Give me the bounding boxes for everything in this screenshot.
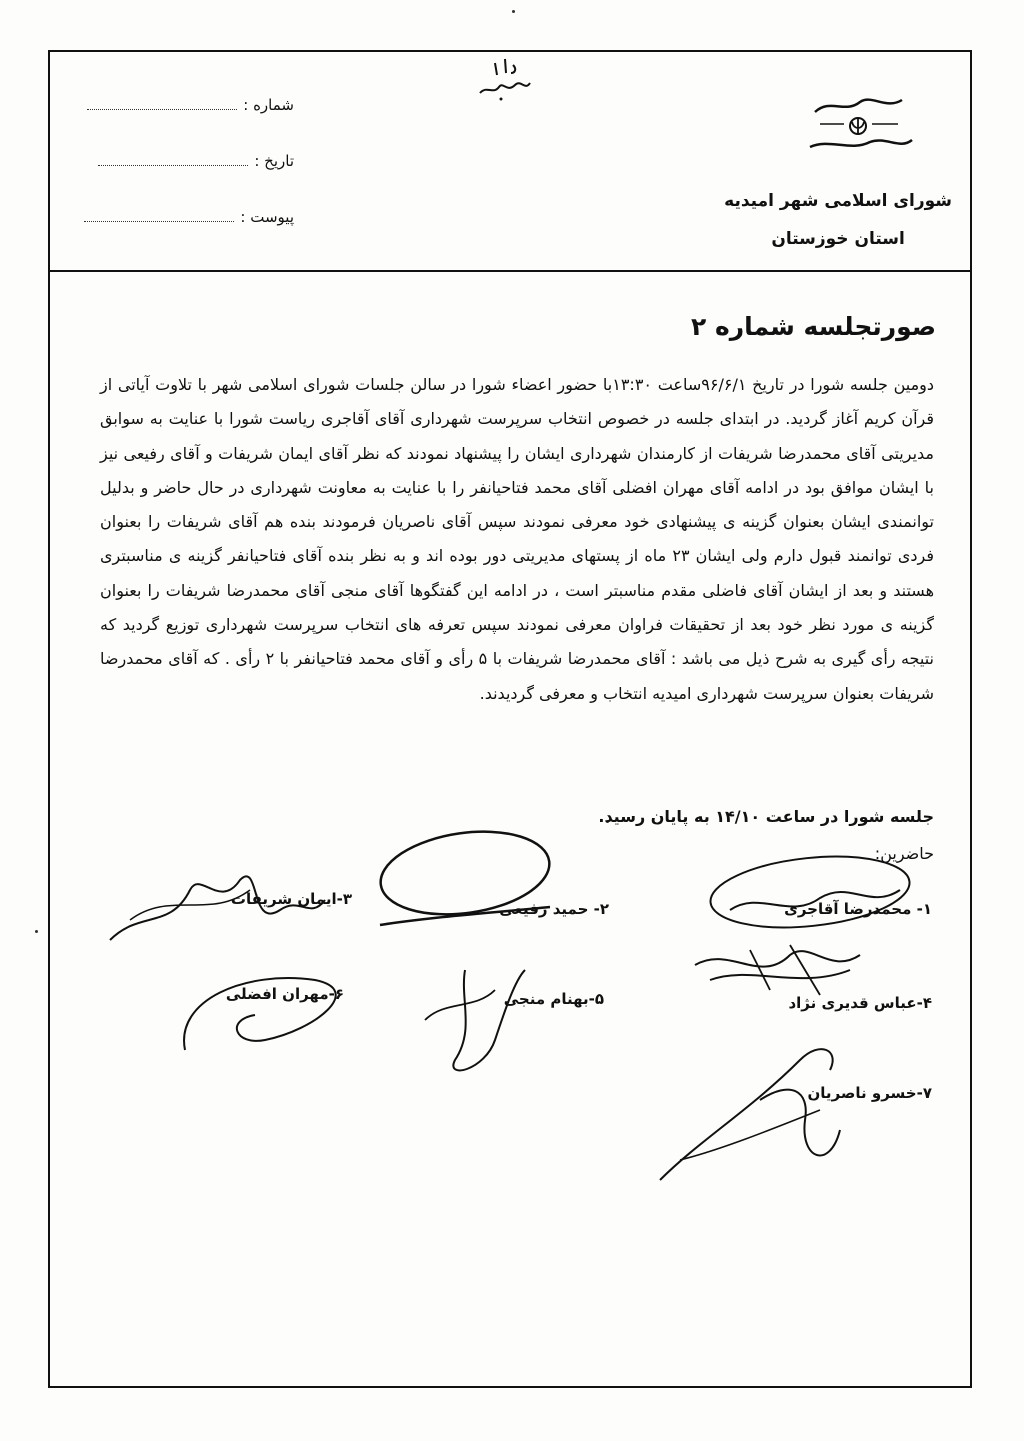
emblem-icon <box>800 92 920 162</box>
date-label: تاریخ : <box>254 152 294 170</box>
number-field <box>87 96 294 114</box>
basmala-mark <box>475 55 535 105</box>
number-blank <box>87 109 237 110</box>
document-title: صورتجلسه شماره ۲ <box>691 312 936 341</box>
closing-line: جلسه شورا در ساعت ۱۴/۱۰ به پایان رسید. <box>598 807 934 826</box>
organization-name: شورای اسلامی شهر امیدیه <box>724 191 952 211</box>
present-label: حاضرین: <box>874 844 934 863</box>
signatory-6: ۶-مهران افضلی <box>225 985 344 1003</box>
signatory-7: ۷-خسرو ناصریان <box>807 1084 932 1102</box>
scan-speck <box>35 930 38 933</box>
signatory-1: ۱- محمدرضا آقاجری <box>784 900 932 918</box>
signatory-5: ۵-بهنام منجی <box>503 990 604 1008</box>
attachment-field <box>84 208 294 226</box>
signatory-2: ۲- حمید رفیعی <box>499 900 609 918</box>
number-label: شماره : <box>243 96 294 114</box>
signatory-4: ۴-عباس قدیری نژاد <box>788 994 932 1012</box>
attachment-label: پیوست : <box>240 208 294 226</box>
province-name: استان خوزستان <box>771 229 905 249</box>
signatory-3: ۳-ایمان شریفات <box>230 890 352 908</box>
attachment-blank <box>84 221 234 222</box>
date-blank <box>98 165 248 166</box>
scan-speck <box>512 10 515 13</box>
header-divider <box>48 270 972 272</box>
minutes-body: دومین جلسه شورا در تاریخ ۹۶/۶/۱ساعت ۱۳:۳۰با حضور اعضاء شورا در سالن جلسات شورای اسلامی شهر با تلاوت آیاتی از قرآن کریم آغاز گردید. در ابتدای جلسه در خصوص انتخاب سرپرست شهرداری آقای آقاجری ریاست شورا با عنایت به سوابق مدیریتی آقای محمدرضا شریفات از کارمندان شهرداری ایشان را پیشنهاد نمودند که نظر آقای ایمان شریفات و آقای رفیعی نیز با ایشان موافق بود در ادامه آقای مهران افضلی آقای محمد فتاحیانفر را با عنایت به معاونت شهرداری در حال حاضر و بدلیل توانمندی ایشان بعنوان گزینه ی پیشنهادی خود معرفی نمودند سپس آقای ناصریان فرمودند بنده هم آقای شریفات را بعنوان فردی توانمند قبول دارم ولی ایشان ۲۳ ماه از پستهای مدیریتی دور بوده اند و به نظر بنده آقای فتاحیانفر گزینه ی مناسبتری هستند و بعد از ایشان آقای فاضلی مقدم مناسبتر است ، در ادامه این گفتگوها آقای منجی آقای محمدرضا شریفات را بعنوان گزینه ی مورد نظر خود بعد از تحقیقات فراوان معرفی نمودند سپس تعرفه های انتخاب سرپرست شهرداری توزیع گردید که نتیجه رأی گیری به شرح ذیل می باشد : آقای محمدرضا شریفات با ۵ رأی و آقای محمد فتاحیانفر با ۲ رأی . که آقای محمدرضا شریفات بعنوان سرپرست شهرداری امیدیه انتخاب و معرفی گردیدند. <box>100 375 935 703</box>
organization-block <box>724 182 952 258</box>
date-field <box>98 152 294 170</box>
